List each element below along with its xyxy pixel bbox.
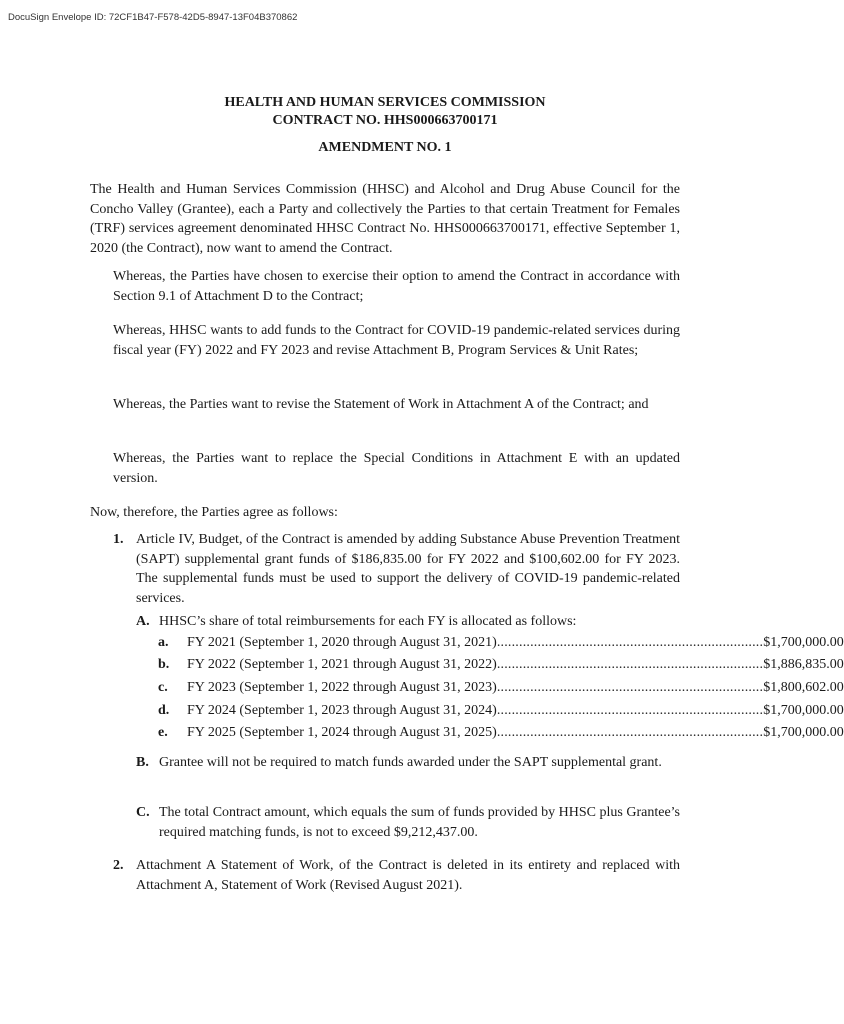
allocation-period: FY 2025 (September 1, 2024 through August 31, 2025) [187, 725, 497, 740]
allocation-period: FY 2024 (September 1, 2023 through August 31, 2024) [187, 703, 497, 718]
whereas-2: Whereas, HHSC wants to add funds to the Contract for COVID-19 pandemic-related services during fiscal year (FY) 2022 and FY 2023 and revise Attachment B, Program Services & Unit Rates; [113, 323, 680, 358]
allocation-period: FY 2023 (September 1, 2022 through August 31, 2023) [187, 680, 497, 695]
allocation-row [158, 632, 844, 654]
sub-c-text: The total Contract amount, which equals the sum of funds provided by HHSC plus Grantee’s required matching funds, is not to exceed $9,212,437.00. [159, 805, 680, 840]
agency-title: HEALTH AND HUMAN SERVICES COMMISSION [224, 95, 546, 110]
allocation-amount: $1,700,000.00 [763, 725, 844, 740]
docusign-envelope-id: DocuSign Envelope ID: 72CF1B47-F578-42D5-8947-13F04B370862 [8, 12, 298, 23]
sub-b-letter: B. [136, 755, 149, 770]
allocation-letter: e. [158, 725, 168, 740]
leader-dots: ........................................................................ [496, 635, 764, 650]
item-2-number: 2. [113, 858, 124, 873]
leader-dots: ........................................................................ [496, 680, 764, 695]
item-1-number: 1. [113, 532, 124, 547]
allocation-letter: b. [158, 657, 170, 672]
whereas-4: Whereas, the Parties want to replace the Special Conditions in Attachment E with an updated version. [113, 451, 680, 486]
allocation-row [158, 677, 844, 699]
sub-c-letter: C. [136, 805, 150, 820]
allocation-letter: c. [158, 680, 168, 695]
whereas-1: Whereas, the Parties have chosen to exercise their option to amend the Contract in accordance with Section 9.1 of Attachment D to the Contract; [113, 269, 680, 304]
allocation-amount: $1,800,602.00 [763, 680, 844, 695]
leader-dots: ........................................................................ [496, 703, 764, 718]
allocation-letter: d. [158, 703, 170, 718]
leader-dots: ........................................................................ [496, 725, 764, 740]
allocation-period: FY 2022 (September 1, 2021 through August 31, 2022) [187, 657, 497, 672]
whereas-3: Whereas, the Parties want to revise the Statement of Work in Attachment A of the Contract; and [113, 397, 649, 412]
allocation-row [158, 654, 844, 676]
allocation-amount: $1,886,835.00 [763, 657, 844, 672]
allocation-amount: $1,700,000.00 [763, 703, 844, 718]
amendment-title: AMENDMENT NO. 1 [318, 140, 452, 155]
sub-b-text: Grantee will not be required to match funds awarded under the SAPT supplemental grant. [159, 755, 662, 770]
allocation-letter: a. [158, 635, 169, 650]
allocation-period: FY 2021 (September 1, 2020 through August 31, 2021) [187, 635, 497, 650]
sub-a-text: HHSC’s share of total reimbursements for each FY is allocated as follows: [159, 614, 577, 629]
allocation-row [158, 700, 844, 722]
leader-dots: ........................................................................ [496, 657, 764, 672]
contract-number: CONTRACT NO. HHS000663700171 [272, 113, 498, 128]
item-1-text: Article IV, Budget, of the Contract is amended by adding Substance Abuse Prevention Treatment (SAPT) supplemental grant funds of $186,835.00 for FY 2022 and $100,602.00 for FY 2023. The supplemental funds must be used to support the delivery of COVID-19 pandemic-related services. [136, 532, 680, 606]
now-therefore: Now, therefore, the Parties agree as follows: [90, 505, 338, 520]
intro-paragraph: The Health and Human Services Commission (HHSC) and Alcohol and Drug Abuse Council for the Concho Valley (Grantee), each a Party and collectively the Parties to that certain Treatment for Females (TRF) services agreement denominated HHSC Contract No. HHS000663700171, effective September 1, 2020 (the Contract), now want to amend the Contract. [90, 182, 680, 256]
item-2-text: Attachment A Statement of Work, of the Contract is deleted in its entirety and replaced with Attachment A, Statement of Work (Revised August 2021). [136, 858, 680, 893]
sub-a-letter: A. [136, 614, 150, 629]
allocation-amount: $1,700,000.00 [763, 635, 844, 650]
allocation-row [158, 722, 844, 744]
